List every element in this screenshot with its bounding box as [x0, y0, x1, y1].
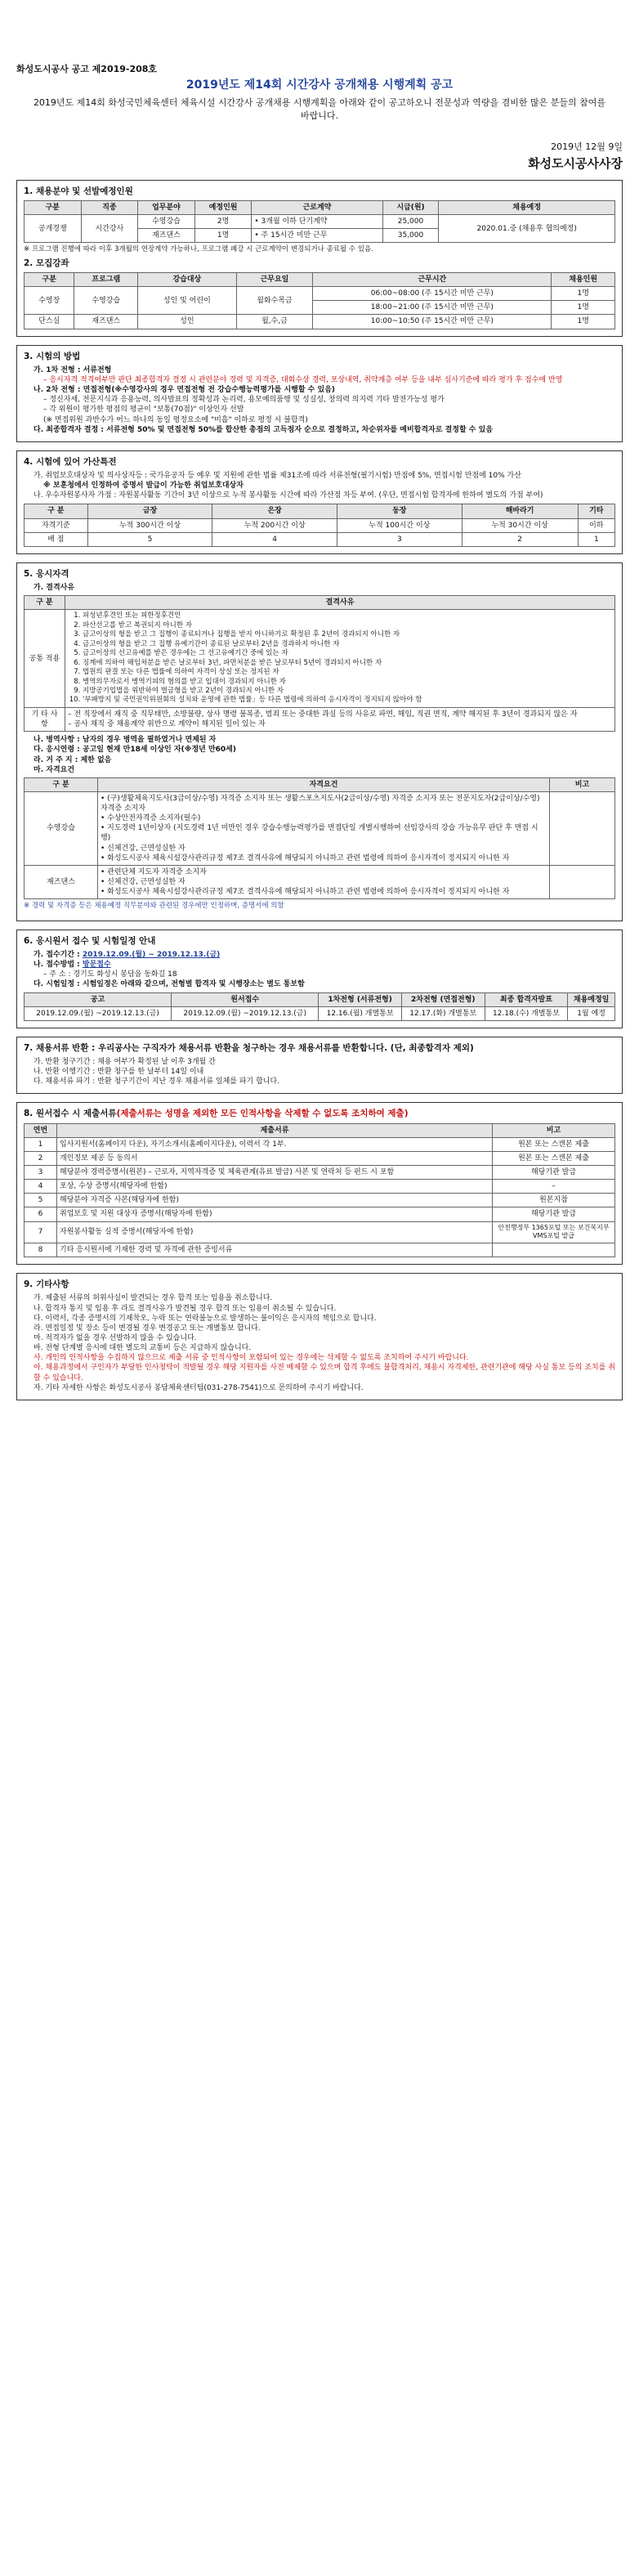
table-cell: 4	[25, 1180, 57, 1194]
table-cell: 35,000	[382, 229, 439, 243]
section-title: 7. 채용서류 반환 : 우리공사는 구직자가 채용서류 반환을 청구하는 경우 채용서류를 반환합니다. (단, 최종합격자 제외)	[24, 1042, 474, 1053]
table-cell: 2019.12.09.(월) ~2019.12.13.(금)	[25, 1006, 172, 1020]
table-row	[25, 1137, 615, 1151]
list-item: • 수상안전자격증 소지자(필수)	[101, 814, 201, 823]
table-cell: 12.16.(월) 개별통보	[319, 1006, 402, 1020]
table-cell: 수영강습	[25, 791, 98, 865]
list-item: – 공사 채직 중 채용계약 위반으로 계약이 해지된 일이 있는 자	[68, 720, 266, 729]
table-header: 동장	[337, 504, 462, 518]
section-title: 5. 응시자격	[24, 568, 69, 579]
table-cell: 공개경쟁	[25, 215, 82, 243]
table-cell: –	[493, 1180, 615, 1194]
table-cell: 누적 100시간 이상	[337, 518, 462, 532]
list-item: ※ 보훈청에서 인정하여 증명서 발급이 가능한 취업보호대상자	[43, 482, 244, 491]
list-item: 3. 금고이상의 형을 받고 그 집행이 종료되거나 집행을 받지 아니하기로 확정된 후 2년이 경과되지 아니한 자	[83, 630, 612, 639]
section-positions	[16, 180, 623, 337]
notice-number: 화성도시공사 공고 제2019-208호	[16, 64, 158, 74]
list-item: 다. 채용서류 파기 : 반환 청구기간이 지난 경우 채용서류 일체를 파기 합니다.	[34, 1077, 280, 1086]
disqualification-list	[68, 612, 612, 706]
table-cell: 성인 및 어린이	[138, 287, 237, 315]
table-header: 근무시간	[313, 273, 552, 287]
table-cell: 해당분야 경력증명서(원본) – 근로자, 지역자격증 및 체육관계(유료 발급) 사본 및 연락처 등 펀드 시 포함	[57, 1166, 493, 1180]
table-header: 원서접수	[172, 992, 319, 1006]
table-header: 구분	[25, 201, 82, 215]
table-header: 채용예정	[439, 201, 615, 215]
table-header: 금장	[87, 504, 212, 518]
table-cell: 해당기관 발급	[493, 1166, 615, 1180]
table-header: 결격사유	[65, 596, 615, 610]
list-item: • 신체건강, 근면성실한 자	[101, 878, 185, 887]
table-cell: 원본지참	[493, 1194, 615, 1207]
table-cell: 2	[462, 532, 578, 546]
table-header: 최종 합격자발표	[485, 992, 568, 1006]
table-cell: 월화수목금	[236, 287, 313, 315]
table-header: 채용예정일	[568, 992, 615, 1006]
table-cell: 자격기준	[25, 518, 88, 532]
table-header: 업무분야	[138, 201, 195, 215]
list-item: • 지도경력 1년이상자 (지도경력 1년 미만인 경우 강습수행능력평가를 면접단일 개별시행하여 선임강사의 강습 가능유무 판단 후 면접 시행)	[101, 824, 538, 843]
list-item: 다. 최종합격자 결정 : 서류전형 50% 및 면접전형 50%를 합산한 총점의 고득점자 순으로 결정하고, 차순위자를 예비합격자로 결정할 수 있음	[34, 425, 494, 434]
table-cell: 수영강습	[138, 215, 195, 229]
section-title: 1. 채용분야 및 선발예정인원	[24, 186, 133, 196]
table-cell: 25,000	[382, 215, 439, 229]
table-cell	[550, 791, 615, 865]
list-item: 나. 반환 이행기간 : 반환 청구를 한 날부터 14일 이내	[34, 1068, 204, 1077]
list-item: 마. 자격요건	[34, 765, 75, 774]
table-cell: 3	[25, 1166, 57, 1180]
section-schedule	[16, 930, 623, 1028]
table-cell: 재즈댄스	[74, 315, 138, 329]
list-item	[34, 950, 615, 960]
table-header: 예정인원	[194, 201, 252, 215]
table-cell: 시간강사	[81, 215, 138, 243]
list-item: 7. 법원의 판결 또는 다른 법률에 의하여 자격이 상실 또는 정지된 자	[83, 668, 612, 677]
table-cell: • 3개월 이하 단기계약	[252, 215, 382, 229]
table-header: 근무요일	[236, 273, 313, 287]
table-cell: 입사지원서(홈페이지 다운), 자기소개서(홈페이지다운), 이력서 각 1부.	[57, 1137, 493, 1151]
list-item: – 주 소 : 경기도 화성시 봉담읍 동화길 18	[43, 970, 177, 979]
list-item: 9. 지방공기업법을 위반하여 벌금형을 받고 2년이 경과되지 아니한 자	[83, 687, 612, 696]
table-cell: 2명	[194, 215, 252, 229]
table-cell: 이하	[578, 518, 614, 532]
table-cell: 취업보호 및 지원 대상자 증명서(해당자에 한함)	[57, 1207, 493, 1221]
table-cell: 월,수,금	[236, 315, 313, 329]
list-item: 자. 기타 자세한 사항은 화성도시공사 봉담체육센터팀(031-278-7541)으로 문의하여 주시기 바랍니다.	[34, 1383, 364, 1392]
table-cell: 5	[87, 532, 212, 546]
section-bonus	[16, 450, 623, 554]
list-item: 8. 병역의무자로서 병역기피의 혐의를 받고 입대이 경과되지 아니한 자	[83, 678, 612, 687]
courses-table	[24, 272, 615, 329]
table-cell: 기타 응시원서에 기재한 경력 및 자격에 관한 증빙서류	[57, 1243, 493, 1257]
table-cell: 누적 30시간 이상	[462, 518, 578, 532]
table-header: 근로계약	[252, 201, 382, 215]
table-cell: 누적 300시간 이상	[87, 518, 212, 532]
list-item: 다. 응시연령 : 공고일 현재 만18세 이상인 자(※정년 만60세)	[34, 746, 236, 755]
table-row	[25, 1221, 615, 1243]
list-item	[34, 960, 615, 970]
note: ※ 프로그램 진행에 따라 이후 3개월의 연장계약 가능하나, 프로그램 폐강 시 근로계약이 변경되거나 종료될 수 있음.	[24, 245, 373, 254]
table-header: 제출서류	[57, 1123, 493, 1137]
section-eligibility	[16, 562, 623, 921]
table-cell	[550, 865, 615, 898]
announcement-page	[16, 64, 623, 1400]
list-item: 6. 징계에 의하여 해임처분을 받은 날로부터 3년, 파면처분을 받은 날로부터 5년이 경과되지 아니한 자	[83, 659, 612, 668]
list-item: • 화성도시공사 체육시설강사관리규정 제7조 결격사유에 해당되지 아니하고 관련 법령에 의하여 응시자격이 정지되지 아니한 자	[101, 888, 510, 897]
table-cell: 12.17.(화) 개별통보	[401, 1006, 485, 1020]
table-cell: 18:00~21:00 (주 15시간 미만 근무)	[313, 301, 552, 315]
list-item: 다. 이력서, 각종 증명서의 기재착오, 누락 또는 연락불능으로 발생하는 불이익은 응시자의 책임으로 합니다.	[34, 1314, 377, 1323]
application-method: 방문접수	[82, 961, 111, 970]
table-cell: 기 타 사 항	[25, 707, 65, 731]
table-cell: • 주 15시간 미만 근무	[252, 229, 382, 243]
list-item: 2. 파산선고를 받고 복권되지 아니한 자	[83, 621, 612, 630]
list-item: 마. 적격자가 없을 경우 선발하지 않을 수 있습니다.	[34, 1334, 197, 1343]
section-title: 6. 응시원서 접수 및 시험일정 안내	[24, 935, 156, 946]
list-item: • 관련단체 지도자 자격증 소지자	[101, 867, 207, 876]
section-documents	[16, 1102, 623, 1265]
table-cell: 3	[337, 532, 462, 546]
table-cell: 재즈댄스	[25, 865, 98, 898]
list-item: – 전 직장에서 재직 중 직무태만, 소방불량, 상사 명령 불복종, 범죄 또는 중대한 과실 등의 사유로 파면, 해임, 직권 면직, 계약 해지된 후 3년이 경과되지 않은 자	[68, 710, 578, 719]
list-item: • (구)생활체육지도사(3급이상/수영) 자격증 소지자 또는 생활스포츠지도사(2급이상/수영) 자격증 소지자 또는 전문지도자(2급이상/수영) 자격증 소지자	[101, 794, 540, 813]
table-header: 연번	[25, 1123, 57, 1137]
table-cell: 6	[25, 1207, 57, 1221]
table-cell: 2	[25, 1151, 57, 1165]
table-cell: 개인정보 제공 등 동의서	[57, 1151, 493, 1165]
table-cell: 8	[25, 1243, 57, 1257]
list-item: 나. 우수자원봉사자 가점 : 자원봉사활동 기간이 3년 이상으로 누적 봉사활동 시간에 따라 가산점 차등 부여. (우단, 면접시험 합격자에 한하여 별도의 가점 부여)	[34, 491, 543, 500]
table-header: 구 분	[25, 777, 98, 791]
list-item: 나. 병역사항 : 남자의 경우 병역을 필하였거나 면제된 자	[34, 736, 217, 745]
table-header: 직종	[81, 201, 138, 215]
table-cell: 자원봉사활동 실적 증명서(해당자에 한함)	[57, 1221, 493, 1243]
table-cell: 1	[578, 532, 614, 546]
table-cell	[98, 791, 550, 865]
list-item: 1. 피성년후견인 또는 피한정후견인	[83, 612, 612, 620]
announcement-date: 2019년 12월 9일	[551, 141, 623, 152]
table-row	[25, 1151, 615, 1165]
table-row	[25, 1243, 615, 1257]
list-item: 가. 1차 전형 : 서류전형	[34, 365, 112, 374]
table-header: 프로그램	[74, 273, 138, 287]
table-row	[25, 1194, 615, 1207]
table-cell: 공통 적용	[25, 610, 65, 708]
list-item: 다. 시험일정 : 시험일정은 아래와 같으며, 전형별 합격자 및 시행장소는 별도 통보함	[34, 980, 305, 989]
table-cell: 해당분야 자격증 사본(해당자에 한함)	[57, 1194, 493, 1207]
section-title-warning: (제출서류는 성명을 제외한 모든 인적사항을 삭제할 수 없도록 조치하여 제출)	[116, 1109, 409, 1119]
list-item: 가. 결격사유	[34, 583, 75, 592]
section-title: 4. 시험에 있어 가산특전	[24, 456, 117, 467]
table-cell	[65, 707, 615, 731]
table-header: 2차전형 (면접전형)	[401, 992, 485, 1006]
intro-text: 2019년도 제14회 화성국민체육센터 체육시설 시간강사 공개채용 시행계획을 아래와 같이 공고하오니 전문성과 역량을 겸비한 많은 분들의 참여를 바랍니다.	[33, 96, 606, 122]
table-cell: 원본 또는 스캔본 제출	[493, 1151, 615, 1165]
table-header: 비고	[493, 1123, 615, 1137]
table-cell: 1월 예정	[568, 1006, 615, 1020]
list-item: 사. 개인의 인적사항을 수집하지 않으므로 제출 서류 중 인적사항이 포함되어 있는 경우에는 삭제할 수 없도록 조치하여 주시기 바랍니다.	[34, 1354, 469, 1363]
list-item: 라. 면접일정 및 장소 등이 변경될 경우 변경공고 또는 개별통보 합니다.	[34, 1324, 261, 1333]
list-item: 라. 거 주 지 : 제한 없음	[34, 755, 112, 764]
list-item: 아. 채용과정에서 구인자가 부당한 인사청탁이 적발될 경우 해당 지원자를 사전 배제할 수 있으며 합격 후에도 불합격처리, 채용시 자격제한, 관련기관에 해당 사실 통보 등의 조치를 취할 수 있습니다.	[34, 1364, 615, 1382]
qualification-table	[24, 777, 615, 900]
section-other	[16, 1273, 623, 1400]
table-header: 강습대상	[138, 273, 237, 287]
table-header: 채용인원	[552, 273, 615, 287]
list-item: – 각 위원이 평가한 평점의 평균이 "보통(70점)" 이상인자 선발	[43, 405, 244, 414]
list-item: 4. 금고이상의 형을 받고 그 집행 유예기간이 종료된 날로부터 2년을 경과하지 아니한 자	[83, 640, 612, 649]
table-cell: 해당기관 발급	[493, 1207, 615, 1221]
label: 가. 접수기간 :	[34, 950, 80, 959]
table-cell: 06:00~08:00 (주 15시간 미만 근무)	[313, 287, 552, 301]
list-item: 10. '부패방지 및 국민권익위원회의 설치와 운영에 관한 법률」등 다른 법령에 의하여 응시자격이 정지되지 않아야 함	[83, 696, 612, 705]
list-item: 나. 2차 전형 : 면접전형(※수영강사의 경우 면접전형 전 강습수행능력평가를 시행할 수 있음)	[34, 386, 336, 395]
table-cell: 성인	[138, 315, 237, 329]
table-header: 구 분	[25, 504, 88, 518]
list-item: 5. 금고이상의 선고유예를 받은 경우에는 그 선고유예기간 중에 있는 자	[83, 649, 612, 658]
section-title: 2. 모집강좌	[24, 258, 69, 268]
list-item: 가. 취업보호대상자 및 의사상자등 : 국가유공자 등 예우 및 지원에 관한 법률 제31조에 따라 서류전형(필기시험) 만점에 5%, 면접시험 만점에 10% 가산	[34, 471, 521, 480]
table-cell: 포상, 수상 증명서(해당자에 한함)	[57, 1180, 493, 1194]
table-header: 구분	[25, 273, 74, 287]
list-item: 가. 반환 청구기간 : 채용 여부가 확정된 날 이후 3개월 간	[34, 1057, 216, 1066]
section-title: 9. 기타사항	[24, 1279, 69, 1290]
section-title: 3. 시험의 방법	[24, 351, 81, 361]
table-cell: 수영장	[25, 287, 74, 315]
table-cell: 1명	[552, 315, 615, 329]
list-item: – 정신자세, 전문지식과 응용능력, 의사발표의 정확성과 논리력, 용모예의품행 및 성실성, 창의력 의지력 기타 발전가능성 평가	[43, 396, 445, 405]
table-cell: 단스실	[25, 315, 74, 329]
documents-table	[24, 1123, 615, 1258]
table-cell: 5	[25, 1194, 57, 1207]
positions-table	[24, 200, 615, 243]
table-cell	[98, 865, 550, 898]
signer: 화성도시공사사장	[528, 155, 623, 171]
section-title	[24, 1108, 615, 1119]
list-item: (※ 면접위원 과반수가 어느 하나의 동일 평정요소에 "미흡" 이하로 평정 시 불합격)	[43, 415, 308, 424]
table-cell: 1명	[552, 287, 615, 301]
table-row	[25, 1207, 615, 1221]
table-cell: 2019.12.09.(월) ~2019.12.13.(금)	[172, 1006, 319, 1020]
list-item: 바. 전형 단계별 응시에 대한 별도의 교통비 등은 지급하지 않습니다.	[34, 1344, 252, 1353]
disqualification-table	[24, 595, 615, 732]
volunteer-table	[24, 504, 615, 546]
label: 나. 접수방법 :	[34, 961, 80, 970]
section-title-text: 8. 원서접수 시 제출서류	[24, 1109, 117, 1119]
table-cell: 원본 또는 스캔본 제출	[493, 1137, 615, 1151]
application-period: 2019.12.09.(월) ~ 2019.12.13.(금)	[82, 950, 221, 959]
table-cell: 10:00~10:50 (주 15시간 미만 근무)	[313, 315, 552, 329]
table-cell: 안전행정부 1365포털 또는 보건복지부 VMS포털 발급	[493, 1221, 615, 1243]
table-header: 기타	[578, 504, 614, 518]
table-cell: 12.18.(수) 개별통보	[485, 1006, 568, 1020]
table-header: 해바라기	[462, 504, 578, 518]
section-exam-method	[16, 345, 623, 442]
table-cell: 1명	[552, 301, 615, 315]
table-header: 시급(원)	[382, 201, 439, 215]
note: ※ 경력 및 자격증 등은 채용예정 직무분야와 관련된 경우에만 인정하며, 증명서에 의함	[24, 902, 284, 911]
section-return-docs	[16, 1037, 623, 1095]
table-cell: 재즈댄스	[138, 229, 195, 243]
table-cell	[65, 610, 615, 708]
table-header: 은장	[212, 504, 337, 518]
table-cell: 누적 200시간 이상	[212, 518, 337, 532]
table-cell: 수영강습	[74, 287, 138, 315]
table-cell: 4	[212, 532, 337, 546]
page-title: 2019년도 제14회 시간강사 공개채용 시행계획 공고	[185, 78, 454, 92]
table-header: 1차전형 (서류전형)	[319, 992, 402, 1006]
list-item: • 화성도시공사 체육시설강사관리규정 제7조 결격사유에 해당되지 아니하고 관련 법령에 의하여 응시자격이 정지되지 아니한 자	[101, 853, 510, 862]
table-cell: 1명	[194, 229, 252, 243]
table-header: 구 분	[25, 596, 65, 610]
table-header: 공고	[25, 992, 172, 1006]
list-item: – 응시자격 적격여부만 판단 최종합격자 결정 시 관련분야 경력 및 자격증, 대회수상 경력, 포상내역, 취약계층 여부 등을 내부 심사기준에 따라 평가 후 점수에 반영	[43, 375, 563, 384]
list-item: 나. 합격자 통지 및 임용 후 라도 결격사유가 발견될 경우 합격 또는 임용이 취소될 수 있습니다.	[34, 1304, 337, 1313]
table-cell: 배 점	[25, 532, 88, 546]
table-header: 비고	[550, 777, 615, 791]
list-item: 가. 제출된 서류의 허위사실이 발견되는 경우 합격 또는 임용을 취소합니다.	[34, 1294, 273, 1303]
table-row	[25, 1180, 615, 1194]
table-cell: 2020.01.중 (채용후 협의예정)	[439, 215, 615, 243]
list-item: • 신체건강, 근면성실한 자	[101, 844, 185, 853]
table-cell	[493, 1243, 615, 1257]
table-cell: 7	[25, 1221, 57, 1243]
schedule-table	[24, 992, 615, 1021]
table-cell: 1	[25, 1137, 57, 1151]
table-header: 자격요건	[98, 777, 550, 791]
table-row	[25, 1166, 615, 1180]
